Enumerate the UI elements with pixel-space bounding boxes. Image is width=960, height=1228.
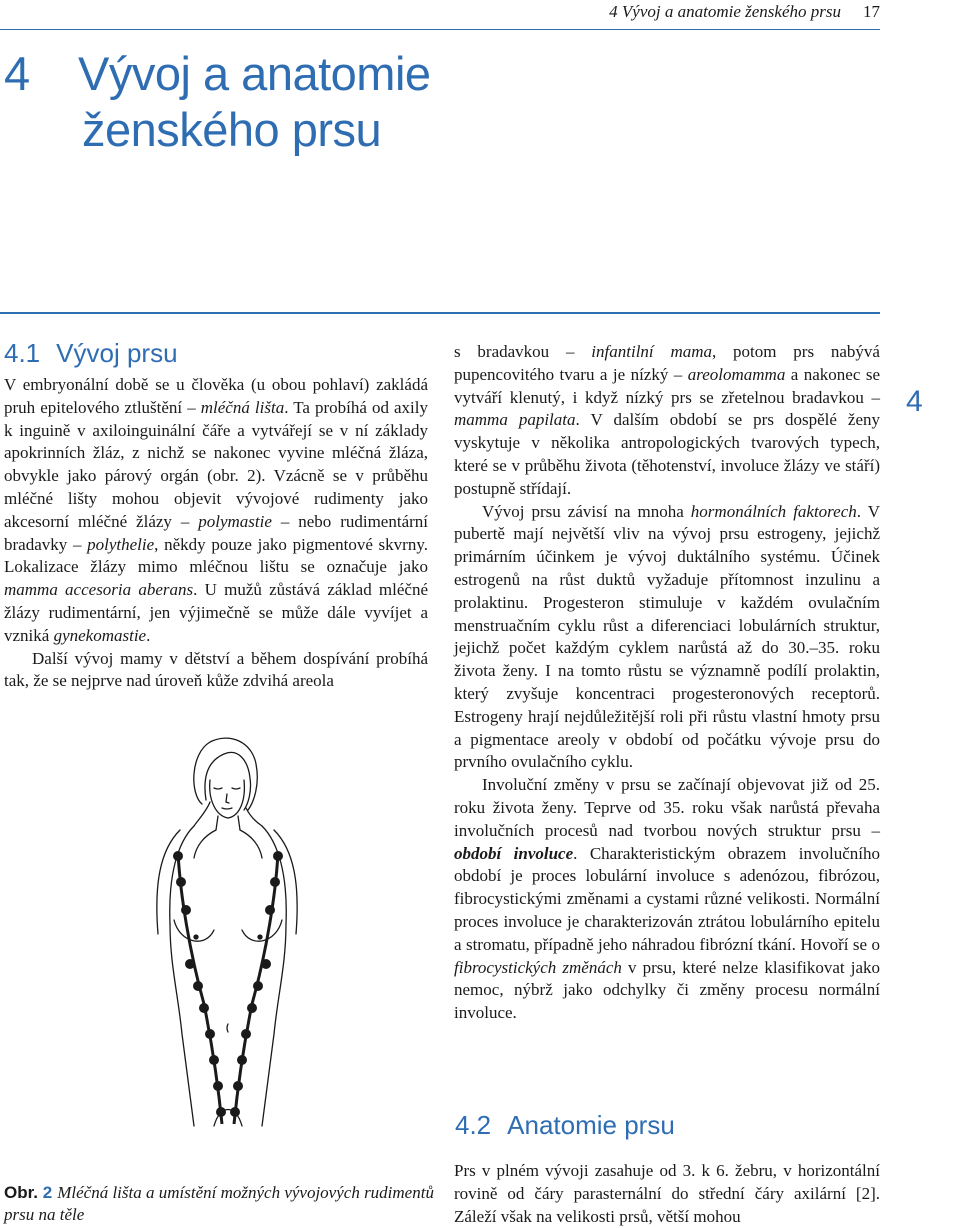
section-heading-anatomie: [455, 1110, 675, 1141]
chapter-number: 4: [4, 47, 30, 100]
chapter-title-line2: ženského prsu: [82, 103, 382, 156]
paragraph: Prs v plném vývoji zasahuje od 3. k 6. žebru, v horizontální rovině od čáry parasternální do střední čáry axilární [2]. Záleží však na velikosti prsů, větší mohou: [454, 1161, 880, 1226]
figure-caption: [4, 1182, 434, 1226]
right-column-continued: [454, 1160, 880, 1228]
section-rule: [0, 312, 880, 314]
page-number: 17: [863, 2, 880, 21]
section-title: Anatomie prsu: [507, 1110, 675, 1140]
figure-caption-text: Mléčná lišta a umístění možných vývojových rudimentů prsu na těle: [4, 1183, 434, 1224]
running-header: [609, 2, 880, 22]
female-torso-milk-line-illustration-icon: [150, 734, 300, 1129]
section-number: 4.1: [4, 338, 41, 368]
paragraph: Involuční změny v prsu se začínají objevovat již od 25. roku života ženy. Teprve od 35. roku však narůstá převaha involučních procesů nad tvorbou nových struktur prsu – období involuce. Charakteristickým obrazem involučního období je proces lobulární involuce s adenózou, fibrózou, fibrocystickými změnami a cystami různé velikosti. Normální proces involuce je charakterizován ztrátou lobulárního epitelu a stromatu, případně jeho náhradou fibrózní tkání. Hovoří se o fibrocystických změnách v prsu, které nelze klasifikovat jako nemoc, nýbrž jako odchylky či změny procesu normální involuce.: [454, 775, 881, 1023]
chapter-title-line1: Vývoj a anatomie: [78, 47, 431, 100]
paragraph: s bradavkou – infantilní mama, potom prs nabývá pupencovitého tvaru a je nízký – areolomamma a nakonec se vytváří klenutý, i když nízký prs se zřetelnou bradavkou – mamma papilata. V dalším období se prs dospělé ženy vyskytuje v několika antropologických tvarových typech, které se v průběhu života (těhotenství, involuce žlázy ve stáří) postupně střídají.: [454, 342, 880, 498]
header-rule: [0, 29, 880, 30]
right-column: [454, 341, 880, 1025]
figure-label: Obr. 2: [4, 1183, 53, 1202]
paragraph: Vývoj prsu závisí na mnoha hormonálních faktorech. V pubertě mají největší vliv na vývoj prsu estrogeny, jejichž primárním účinkem je vývoj duktálního systému. Účinek estrogenů na růst duktů vyžaduje přítomnost inzulinu a prolaktinu. Progesteron stimuluje v každém ovulačním menstruačním cyklu růst a diferenciaci lobulárních struktur, jejichž počet každým cyklem narůstá až do 30.–35. roku života ženy. I na tomto růstu se významně podílí prolaktin, který zvyšuje koncentraci progesteronových receptorů. Estrogeny hrají nejdůležitější roli při růstu vlastní hmoty prsu a pigmentace areoly v období od počátku vývoje prsu do prvního ovulačního cyklu.: [454, 501, 880, 772]
section-number: 4.2: [455, 1110, 492, 1140]
chapter-title: [4, 46, 431, 158]
chapter-tab: 4: [906, 385, 923, 418]
section-heading-vyvoj: [4, 338, 178, 369]
left-column: [4, 374, 428, 693]
section-title: Vývoj prsu: [56, 338, 178, 368]
running-title: 4 Vývoj a anatomie ženského prsu: [609, 2, 841, 21]
paragraph: Další vývoj mamy v dětství a během dospívání probíhá tak, že se nejprve nad úroveň kůže zdvihá areola: [4, 648, 428, 691]
paragraph: V embryonální době se u člověka (u obou pohlaví) zakládá pruh epitelového ztluštění – mléčná lišta. Ta probíhá od axily k inguině v axiloinguinální čáře a vytvářejí se v ní základy apokrinních žláz, z nichž se nakonec vyvine mléčná žláza, obvykle jako párový orgán (obr. 2). Vzácně se v průběhu mléčné lišty mohou objevit vývojové rudimenty jako akcesorní mléčné žlázy – polymastie – nebo rudimentární bradavky – polythelie, někdy pouze jako pigmentové skvrny. Lokalizace žlázy mimo mléčnou lištu se označuje jako mamma accesoria aberans. U mužů zůstává základ mléčné žlázy rudimentární, jen výjimečně se může dále vyvíjet a vzniká gynekomastie.: [4, 375, 429, 645]
